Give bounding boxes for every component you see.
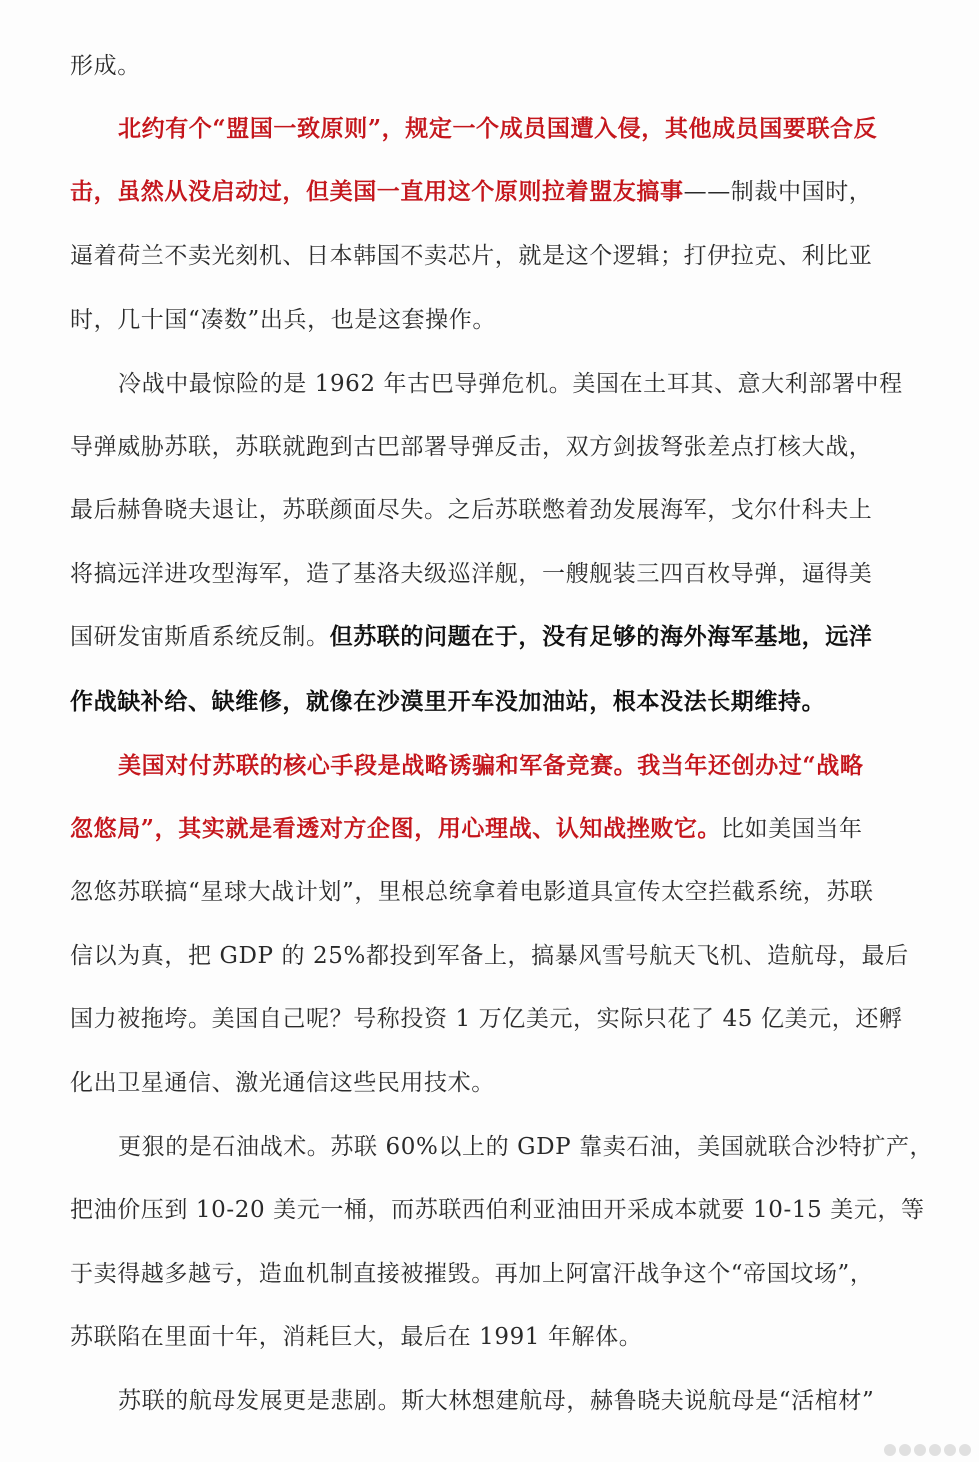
text-span: 冷战中最惊险的是 1962 年古巴导弹危机。美国在土耳其、意大利部署中程	[118, 371, 903, 397]
text-span: ——制裁中国时，	[683, 179, 873, 205]
emphasis-bold-text: 作战缺补给、缺维修，就像在沙漠里开车没加油站，根本没法长期维持。	[70, 688, 826, 715]
text-span: 化出卫星通信、激光通信这些民用技术。	[70, 1070, 495, 1096]
paragraph-line	[70, 558, 949, 590]
text-span: 信以为真，把 GDP 的 25%都投到军备上，搞暴风雪号航天飞机、造航母，最后	[70, 943, 909, 969]
text-span: 比如美国当年	[721, 816, 863, 842]
text-span: 忽悠苏联搞“星球大战计划”，里根总统拿着电影道具宣传太空拦截系统，苏联	[70, 879, 874, 905]
text-span: 形成。	[70, 53, 141, 79]
paragraph-line	[70, 304, 949, 336]
paragraph-line	[70, 1003, 949, 1035]
text-span: 更狠的是石油战术。苏联 60%以上的 GDP 靠卖石油，美国就联合沙特扩产，	[118, 1134, 934, 1160]
paragraph-line	[70, 686, 949, 718]
paragraph-line	[70, 1194, 949, 1226]
text-span: 于卖得越多越亏，造血机制直接被摧毁。再加上阿富汗战争这个“帝国坟场”，	[70, 1261, 874, 1287]
emphasis-red-text: 击，虽然从没启动过，但美国一直用这个原则拉着盟友搞事	[70, 178, 684, 205]
paragraph-line	[70, 240, 949, 272]
paragraph-line	[70, 494, 949, 526]
paragraph-line	[70, 940, 949, 972]
paragraph-line	[70, 176, 949, 208]
paragraph-line	[70, 813, 949, 845]
paragraph-line	[70, 621, 949, 653]
text-span: 把油价压到 10-20 美元一桶，而苏联西伯利亚油田开采成本就要 10-15 美元，等	[70, 1197, 925, 1223]
text-span: 苏联的航母发展更是悲剧。斯大林想建航母，赫鲁晓夫说航母是“活棺材”	[118, 1388, 875, 1414]
text-span: 逼着荷兰不卖光刻机、日本韩国不卖芯片，就是这个逻辑；打伊拉克、利比亚	[70, 243, 873, 269]
text-span: 最后赫鲁晓夫退让，苏联颜面尽失。之后苏联憋着劲发展海军，戈尔什科夫上	[70, 497, 873, 523]
text-span: 苏联陷在里面十年，消耗巨大，最后在 1991 年解体。	[70, 1324, 643, 1350]
paragraph-line	[70, 431, 949, 463]
paragraph-line	[70, 1067, 949, 1099]
watermark-dots-icon	[884, 1444, 971, 1456]
text-span: 导弹威胁苏联，苏联就跑到古巴部署导弹反击，双方剑拔弩张差点打核大战，	[70, 434, 873, 460]
paragraph-line	[70, 50, 949, 82]
paragraph-line	[70, 1321, 949, 1353]
emphasis-red-text: 北约有个“盟国一致原则”，规定一个成员国遭入侵，其他成员国要联合反	[118, 115, 878, 142]
text-span: 时，几十国“凑数”出兵，也是这套操作。	[70, 307, 496, 333]
text-span: 国研发宙斯盾系统反制。	[70, 624, 330, 650]
paragraph-line	[118, 113, 949, 145]
emphasis-bold-text: 但苏联的问题在于，没有足够的海外海军基地，远洋	[329, 623, 873, 650]
emphasis-red-text: 美国对付苏联的核心手段是战略诱骗和军备竞赛。我当年还创办过“战略	[118, 752, 864, 779]
paragraph-line	[118, 1385, 949, 1417]
paragraph-line	[118, 368, 949, 400]
paragraph-line	[118, 1131, 949, 1163]
paragraph-line	[70, 1258, 949, 1290]
emphasis-red-text: 忽悠局”，其实就是看透对方企图，用心理战、认知战挫败它。	[70, 815, 722, 842]
paragraph-line	[118, 750, 949, 782]
paragraph-line	[70, 876, 949, 908]
text-span: 国力被拖垮。美国自己呢？号称投资 1 万亿美元，实际只花了 45 亿美元，还孵	[70, 1006, 903, 1032]
text-span: 将搞远洋进攻型海军，造了基洛夫级巡洋舰，一艘舰装三四百枚导弹，逼得美	[70, 561, 873, 587]
